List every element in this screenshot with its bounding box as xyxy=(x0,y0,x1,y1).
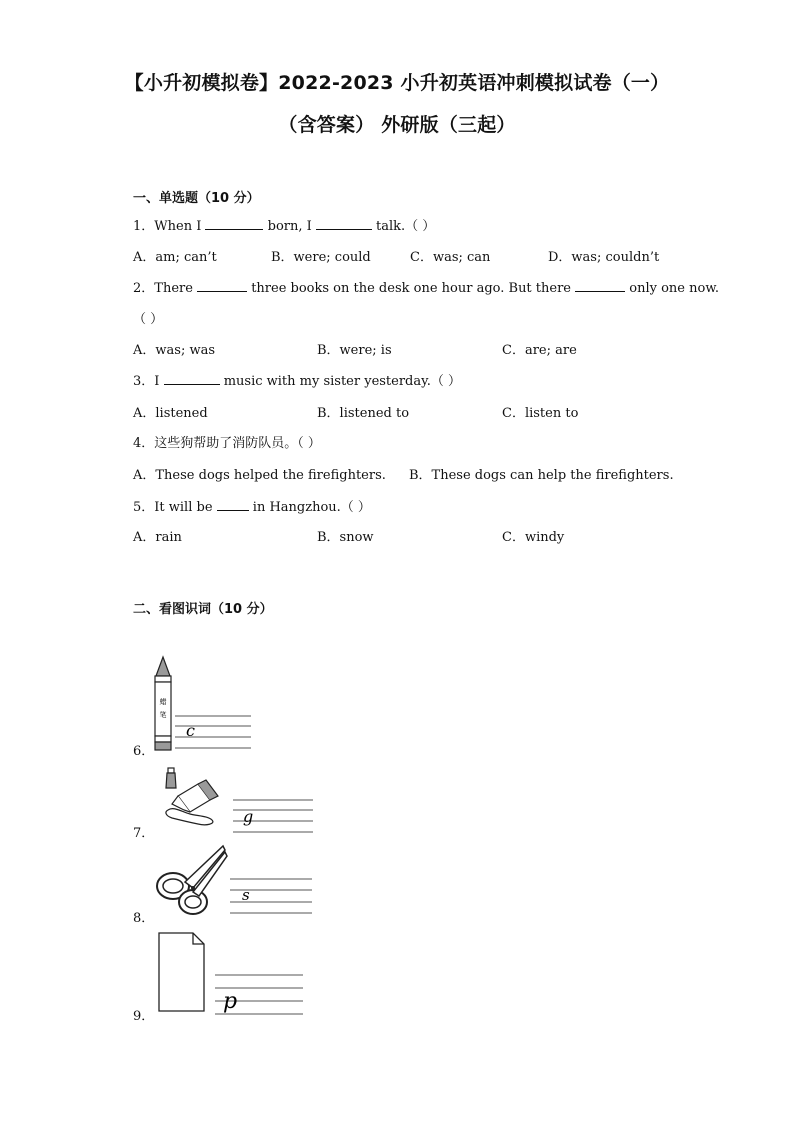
question-number: 5． xyxy=(133,500,155,515)
question-4 xyxy=(133,432,321,451)
answer-blank[interactable] xyxy=(197,279,247,292)
item-6-number: 6． xyxy=(133,744,155,759)
glue-icon xyxy=(162,766,222,828)
item-9-number: 9． xyxy=(133,1009,155,1024)
option-b[interactable]: B．were; could xyxy=(271,250,371,265)
option-a[interactable]: A．listened xyxy=(133,406,208,421)
question-text: It will be xyxy=(154,500,217,515)
option-a[interactable]: A．These dogs helped the firefighters. xyxy=(133,468,386,483)
question-2-bracket: （ ） xyxy=(133,312,164,327)
start-letter: s xyxy=(242,886,250,904)
start-letter: p xyxy=(223,989,238,1014)
question-2 xyxy=(133,277,719,296)
answer-blank[interactable] xyxy=(575,279,625,292)
answer-blank[interactable] xyxy=(217,498,249,511)
item-8-number: 8． xyxy=(133,911,155,926)
question-text: three books on the desk one hour ago. But there xyxy=(247,281,576,296)
paper-icon xyxy=(157,931,207,1015)
option-a[interactable]: A．was; was xyxy=(133,343,215,358)
question-text: music with my sister yesterday.（ ） xyxy=(219,374,462,389)
question-5 xyxy=(133,496,371,515)
page-title: 【小升初模拟卷】2022-2023 小升初英语冲刺模拟试卷（一） xyxy=(124,72,670,94)
answer-blank[interactable] xyxy=(316,217,372,230)
question-3 xyxy=(133,370,461,389)
question-text: only one now. xyxy=(625,281,720,296)
answer-blank[interactable] xyxy=(164,372,220,385)
option-c[interactable]: C．listen to xyxy=(502,406,579,421)
question-text: born, I xyxy=(263,219,316,234)
writing-lines[interactable] xyxy=(233,797,315,835)
option-a[interactable]: A．rain xyxy=(133,530,182,545)
question-text: I xyxy=(154,374,164,389)
section-heading-single-choice: 一、单选题（10 分） xyxy=(133,191,260,206)
question-text: in Hangzhou.（ ） xyxy=(248,500,371,515)
writing-lines[interactable] xyxy=(175,713,253,751)
question-text: There xyxy=(154,281,198,296)
answer-blank[interactable] xyxy=(205,217,263,230)
question-number: 1． xyxy=(133,219,155,234)
option-a[interactable]: A．am; can’t xyxy=(133,250,217,265)
question-text: When I xyxy=(154,219,206,234)
start-letter: c xyxy=(186,721,195,740)
scissors-icon xyxy=(153,842,229,918)
item-7-number: 7． xyxy=(133,826,155,841)
option-d[interactable]: D．was; couldn’t xyxy=(548,250,660,265)
writing-lines[interactable] xyxy=(230,876,314,916)
option-b[interactable]: B．listened to xyxy=(317,406,410,421)
question-1 xyxy=(133,215,435,234)
question-number: 3． xyxy=(133,374,155,389)
option-b[interactable]: B．snow xyxy=(317,530,374,545)
option-c[interactable]: C．windy xyxy=(502,530,565,545)
option-b[interactable]: B．were; is xyxy=(317,343,392,358)
crayon-label: 笔 xyxy=(159,711,167,719)
question-number: 2． xyxy=(133,281,155,296)
option-c[interactable]: C．was; can xyxy=(410,250,491,265)
section-heading-picture-words: 二、看图识词（10 分） xyxy=(133,602,273,617)
option-b[interactable]: B．These dogs can help the firefighters. xyxy=(409,468,674,483)
crayon-label: 蜡 xyxy=(159,698,167,706)
writing-lines[interactable] xyxy=(215,972,305,1017)
question-text: talk.（ ） xyxy=(371,219,436,234)
question-number: 4． xyxy=(133,436,155,451)
start-letter: g xyxy=(243,807,254,826)
option-c[interactable]: C．are; are xyxy=(502,343,577,358)
question-text: 这些狗帮助了消防队员。（ ） xyxy=(154,436,321,451)
page-subtitle: （含答案） 外研版（三起） xyxy=(278,114,516,136)
